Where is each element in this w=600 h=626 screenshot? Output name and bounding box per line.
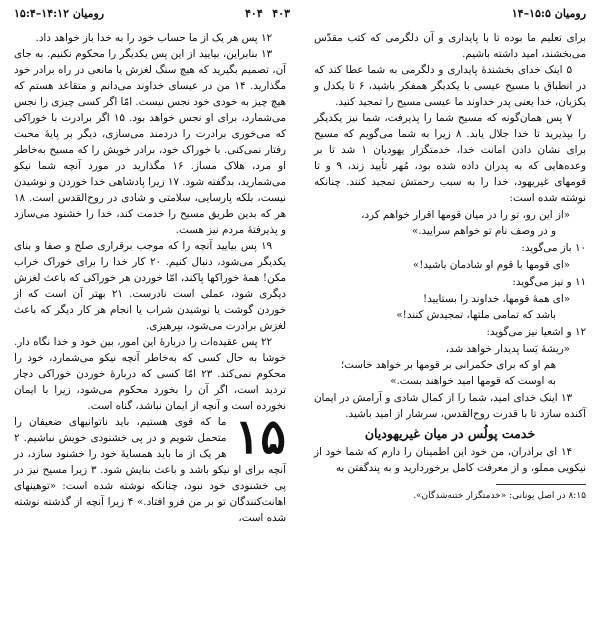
chapter-opening — [14, 409, 287, 526]
poem-line: «ریشهٔ یَسا پدیدار خواهد شد، — [445, 343, 570, 355]
paragraph: ۷ پس همان‌گونه که مسیح شما را پذیرفت، شما نیز یکدیگر را بپذیرید تا خدا جلال یابد. ۸ زیرا به شما می‌گویم که مسیح برای نشان دادن امانت خدا، خدمتگزار یهودیان ۱ شد تا بر وعده‌هایی که به پدران داده شده بود، مُهر تأیید زند، ۹ و تا قومهای غیریهود، خدا را به سبب رحمتش تمجید کنند. چنانکه نوشته شده است: — [314, 112, 586, 204]
poem-line: «ای قومها با قوم او شادمان باشید!» — [412, 259, 570, 271]
paragraph: ما که قوی هستیم، باید ناتوانیهای ضعیفان را متحمل شویم و در پی خشنودی خویش نباشیم. ۲ هر یک از ما باید همسایهٔ خود را خشنود سازد، در آنچه برای او نیکو باشد و باعث بنایش شود. ۳ زیرا مسیح نیز در پی خشنودی خود نبود، چنانکه نوشته شده است: «توهینهای اهانت‌کنندگان تو بر من فرو افتاد.» ۴ زیرا آنچه از گذشته نوشته شده است، — [14, 416, 287, 524]
right-page-number-text: ۴۰۴ — [245, 7, 263, 20]
paragraph: ۱۳ اینک خدای امید، شما را از کمال شادی و آرامش در ایمان آکنده سازد تا با قدرت روح‌القدس، سرشار از امید باشید. — [314, 392, 586, 420]
chapter-number: ۱۵ — [234, 409, 286, 465]
paragraph: ۱۹ پس بیایید آنچه را که موجب برقراری صلح و صفا و بنای یکدیگر می‌شود، دنبال کنیم. ۲۰ کار خدا را برای خوراک خراب مکن! همهٔ خوراکها پاکند، امّا خوردن هر خوراکی که باعث لغزش دیگری شود، عملی است نادرست. ۲۱ بهتر آن است که از خوردن گوشت یا نوشیدن شراب یا انجام هر کار دیگر که باعث لغزش برادرت می‌شود، بپرهیزی. — [14, 240, 286, 332]
left-page-running-head — [14, 7, 104, 20]
right-verse-range: ۱۵:۵–۱۴ — [511, 7, 551, 20]
section-heading: خدمت پولُس در میان غیریهودیان — [364, 426, 536, 441]
right-page-running-head — [512, 7, 586, 20]
paragraph: ۱۴ ای برادران، من خود این اطمینان را دارم که شما خود از نیکویی مملو، و از معرفت کامل برخوردارید و به پندگفتن به — [314, 446, 586, 474]
poem-line: به اوست که قومها امید خواهند بست.» — [390, 375, 556, 387]
paragraph: برای تعلیم ما بوده تا با پایداری و آن دلگرمی که کتب مقدّس می‌بخشند، امید داشته باشیم. — [314, 32, 586, 60]
paragraph: ۵ اینک خدای بخشندهٔ پایداری و دلگرمی به شما عطا کند که در انطباق با مسیح عیسی با یکدیگر همفکر باشید، ۶ تا یکدل و یکزبان، خدا یعنی پدر خداوند ما عیسی مسیح را تمجید کنید. — [314, 64, 586, 108]
paragraph: ۱۲ پس هر یک از ما حساب خود را به خدا باز خواهد داد. — [35, 32, 272, 44]
poem-quote — [314, 341, 586, 389]
right-book-name: رومیان — [554, 7, 586, 20]
left-page-number-text: ۴۰۳ — [272, 7, 290, 20]
poem-quote — [314, 257, 586, 273]
quote-intro: ۱۲ و اشعیا نیز می‌گوید: — [486, 326, 586, 338]
paragraph: ۱۳ بنابراین، بیایید از این پس یکدیگر را محکوم نکنیم. به جای آن، تصمیم بگیرید که هیچ سنگ لغزش یا مانعی در راه برادر خود مگذارید. ۱۴ من در عیسای خداوند می‌دانم و متقاعد هستم که هیچ چیز به خودی خود نجس نیست. امّا اگر کسی چیزی را نجس می‌شمارد، برای او نجس خواهد بود. ۱۵ اگر برادرت با خوراکی که می‌خوری برادرت را دردمند می‌سازی، دیگر بر پایهٔ محبت رفتار نمی‌کنی. با خوراک خود، برادر خویش را که مسیح به‌خاطر او مرد، هلاک مساز. ۱۶ مگذارید در مورد آنچه شما نیکو می‌شمارید، بدگفته شود. ۱۷ زیرا پادشاهی خدا خوردن و نوشیدن نیست، بلکه پارسایی، سلامتی و شادی در روح‌القدس است. ۱۸ هر که بدین طریق مسیح را خدمت کند، خدا را خشنود می‌سازد و پذیرفتهٔ مردم نیز هست. — [14, 48, 287, 236]
poem-line: باشد که تمامی ملتها، تمجیدش کنند!» — [396, 309, 556, 321]
left-verse-range: ۱۴:۱۲–۱۵:۴ — [14, 7, 69, 20]
right-page-number-box — [245, 7, 263, 20]
left-page-number-box — [272, 7, 290, 20]
quote-intro: ۱۰ باز می‌گوید: — [521, 242, 586, 254]
footnote: ۸:۱۵ در اصل یونانی: «خدمتگزار ختنه‌شدگان». — [413, 491, 586, 501]
quote-intro: ۱۱ و نیز می‌گوید: — [512, 276, 586, 288]
left-book-name: رومیان — [72, 7, 105, 20]
poem-quote — [314, 207, 586, 239]
footnote-divider — [496, 484, 586, 485]
paragraph: ۲۲ پس عقیده‌ات را دربارهٔ این امور، بین خود و خدا نگاه دار. خوشا به حال کسی که به‌خاطر آنچه نیکو می‌شمارد، خود را محکوم نمی‌کند. ۲۳ امّا کسی که دربارهٔ خوردن خوراکی دچار تردید است، اگر آن را بخورد محکوم می‌شود، زیرا با ایمان نخورده است و آنچه از ایمان نباشد، گناه است. — [14, 336, 286, 412]
right-column — [314, 30, 586, 504]
poem-line: «ای همهٔ قومها، خداوند را بستایید! — [423, 293, 570, 305]
poem-quote — [314, 291, 586, 323]
poem-line: «از این رو، تو را در میان قومها اقرار خواهم کرد، — [361, 209, 570, 221]
poem-line: و در وصف نام تو خواهم سرایید.» — [411, 225, 556, 237]
poem-line: هم او که برای حکمرانی بر قومها بر خواهد خاست؛ — [340, 359, 556, 371]
left-column — [14, 30, 286, 526]
